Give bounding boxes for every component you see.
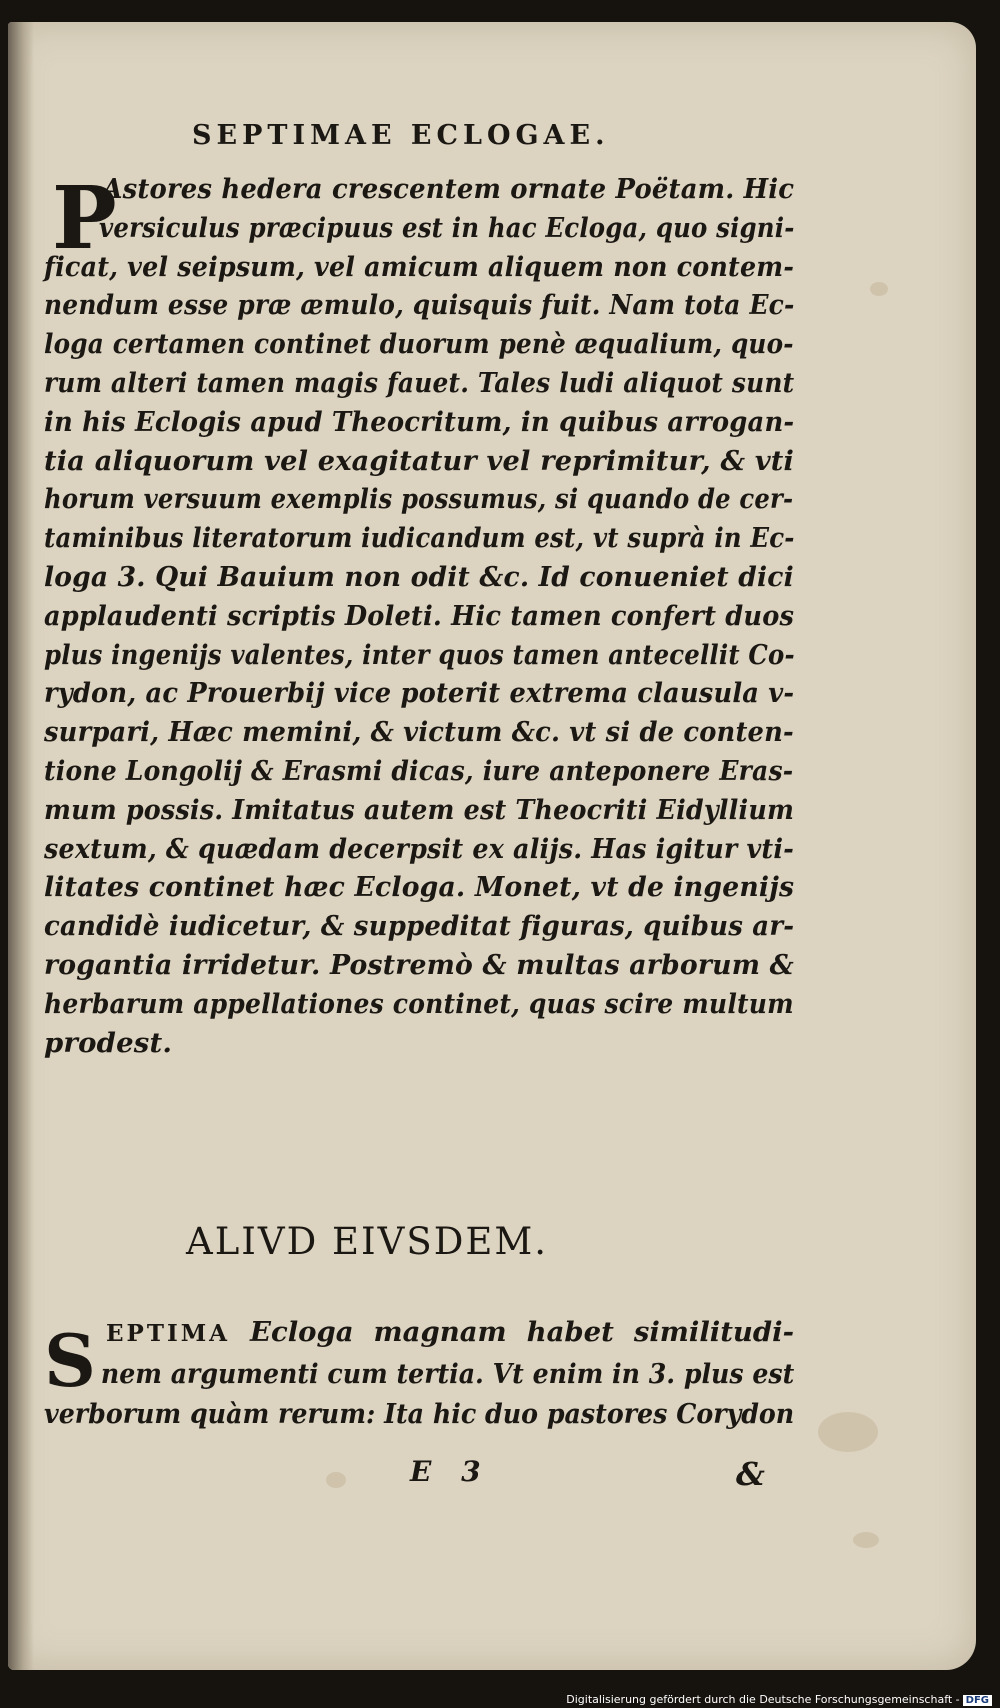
- text-line-first: [44, 1312, 794, 1354]
- drop-cap-p: P: [52, 168, 117, 269]
- text-line: rydon, ac Prouerbij vice poterit extrema clausula v-: [44, 677, 795, 710]
- paper-stain: [818, 1412, 878, 1452]
- text-line: nem argumenti cum tertia. Vt enim in 3. plus est: [100, 1358, 795, 1390]
- text-line: applaudenti scriptis Doleti. Hic tamen confert duos: [44, 599, 795, 632]
- text-line: Astores hedera crescentem ornate Poëtam. Hic: [102, 173, 795, 205]
- text-line: plus ingenijs valentes, inter quos tamen antecellit Co-: [44, 638, 795, 671]
- text-line: in his Eclogis apud Theocritum, in quibus arrogan-: [44, 405, 795, 438]
- text-line: loga 3. Qui Bauium non odit &c. Id conueniet dici: [44, 560, 794, 593]
- text-line: herbarum appellationes continet, quas scire multum: [44, 987, 794, 1020]
- text-line: nendum esse præ æmulo, quisquis fuit. Nam tota Ec-: [44, 289, 795, 322]
- text-line: tia aliquorum vel exagitatur vel reprimitur, & vti: [44, 444, 795, 477]
- text-line: horum versuum exemplis possumus, si quando de cer-: [44, 483, 794, 516]
- digitization-credit: [566, 1693, 992, 1706]
- drop-cap-s: S: [44, 1318, 96, 1403]
- text-line: mum possis. Imitatus autem est Theocriti Eidyllium: [44, 793, 795, 826]
- dfg-logo[interactable]: DFG: [963, 1695, 992, 1706]
- signature-mark: E 3: [410, 1455, 491, 1488]
- paper-stain: [870, 282, 888, 296]
- text-line: surpari, Hæc memini, & victum &c. vt si de conten-: [44, 716, 794, 749]
- paragraph-one-lines: [44, 170, 794, 1062]
- page-gutter-shadow: [8, 22, 34, 1670]
- text-line: loga certamen continet duorum penè æqualium, quo-: [44, 328, 794, 361]
- text-line: taminibus literatorum iudicandum est, vt suprà in Ec-: [44, 522, 795, 555]
- text-line: rum alteri tamen magis fauet. Tales ludi aliquot sunt: [44, 366, 795, 399]
- text-line: versiculus præcipuus est in hac Ecloga, quo signi-: [99, 211, 795, 244]
- first-word-caps: EPTIMA: [106, 1320, 231, 1347]
- section-heading: ALIVD EIVSDEM.: [186, 1220, 549, 1263]
- text-line: verborum quàm rerum: Ita hic duo pastores Corydon: [44, 1398, 795, 1430]
- text-line: tione Longolij & Erasmi dicas, iure anteponere Eras-: [44, 754, 794, 787]
- text-line: litates continet hæc Ecloga. Monet, vt de ingenijs: [44, 871, 795, 904]
- paper-stain: [326, 1472, 346, 1488]
- running-head: SEPTIMAE ECLOGAE.: [192, 120, 610, 151]
- text-line: ficat, vel seipsum, vel amicum aliquem non contem-: [44, 250, 795, 283]
- text-line: rogantia irridetur. Postremò & multas arborum &: [44, 948, 794, 981]
- text-line-last: prodest.: [44, 1026, 173, 1059]
- text-line-rest: Ecloga magnam habet similitudi-: [250, 1316, 794, 1348]
- catchword: &: [736, 1455, 765, 1493]
- text-line: candidè iudicetur, & suppeditat figuras, quibus ar-: [44, 910, 795, 943]
- paragraph-two: [44, 1312, 794, 1434]
- paragraph-one: [44, 170, 794, 1062]
- paper-stain: [853, 1532, 879, 1548]
- text-line: sextum, & quædam decerpsit ex alijs. Has igitur vti-: [44, 832, 794, 865]
- credit-text: Digitalisierung gefördert durch die Deutsche Forschungsgemeinschaft -: [566, 1693, 960, 1706]
